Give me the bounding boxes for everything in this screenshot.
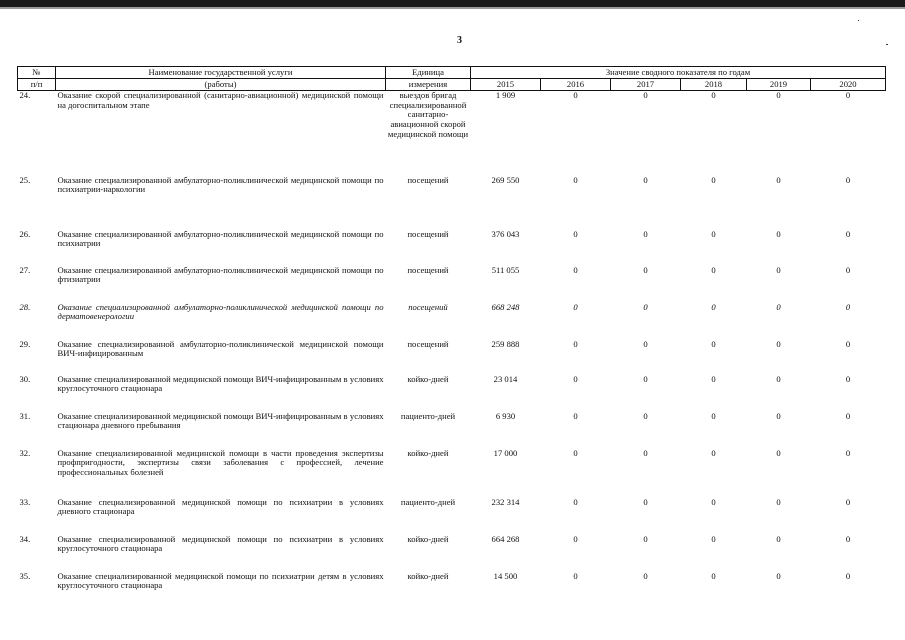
value-2020: 0: [845, 533, 851, 544]
value-2016: 0: [573, 410, 578, 421]
value-2015: 259 888: [491, 338, 520, 349]
scan-top-shadow: [0, 7, 905, 9]
header-unit-bottom: измерения: [386, 79, 471, 91]
header-unit-top: Единица: [386, 67, 471, 79]
row-number: 29.: [19, 338, 31, 349]
table-row: [18, 572, 886, 600]
value-2017: 0: [643, 90, 648, 100]
table-row: [18, 303, 886, 340]
value-2017: 0: [643, 338, 648, 349]
value-2018: 0: [711, 410, 716, 421]
value-2018: 0: [711, 570, 716, 581]
row-number: 34.: [19, 533, 31, 544]
header-year-group: Значение сводного показателя по годам: [471, 67, 886, 79]
value-2017: 0: [643, 410, 648, 421]
table-row: [18, 412, 886, 449]
value-2016: 0: [573, 228, 578, 239]
value-2016: 0: [573, 496, 578, 507]
value-2015: 23 014: [493, 373, 518, 384]
value-2015: 511 055: [491, 264, 520, 275]
value-2016: 0: [573, 338, 578, 349]
service-name: Оказание специализированной медицинской помощи ВИЧ-инфицированным в условиях стационара дневного пребывания: [57, 410, 384, 431]
row-number: 26.: [19, 228, 31, 239]
value-2015: 664 268: [491, 533, 520, 544]
row-number: 31.: [19, 410, 31, 421]
value-2020: 0: [845, 373, 851, 384]
table-row: [18, 449, 886, 498]
value-2015: 668 248: [491, 301, 520, 312]
value-2015: 1 909: [495, 90, 516, 100]
value-2017: 0: [643, 264, 648, 275]
unit-of-measure: выездов бригад специализированной санитарно-авиационной скорой медицинской помощи: [387, 90, 469, 139]
header-row-top: [18, 67, 886, 79]
unit-of-measure: посещений: [407, 228, 449, 239]
unit-of-measure: койко-дней: [407, 447, 449, 458]
value-2018: 0: [711, 447, 716, 458]
table-row: [18, 375, 886, 412]
service-name: Оказание специализированной амбулаторно-поликлинической медицинской помощи по психиатрии-наркологии: [57, 174, 384, 195]
value-2016: 0: [573, 264, 578, 275]
value-2015: 232 314: [491, 496, 520, 507]
value-2019: 0: [776, 90, 781, 100]
service-name: Оказание специализированной амбулаторно-поликлинической медицинской помощи ВИЧ-инфицированным: [57, 338, 384, 359]
header-row-bottom: [18, 79, 886, 91]
page-number: 3: [457, 35, 462, 46]
value-2019: 0: [776, 447, 781, 458]
value-2015: 269 550: [491, 174, 520, 185]
row-number: 35.: [19, 570, 31, 581]
value-2019: 0: [776, 533, 781, 544]
service-name: Оказание специализированной медицинской помощи в части проведения экспертизы профпригодности, экспертизы связи заболевания с профессией, лечение профессиональных болезней: [57, 447, 384, 477]
value-2018: 0: [711, 174, 716, 185]
value-2020: 0: [845, 496, 851, 507]
value-2017: 0: [643, 174, 648, 185]
value-2020: 0: [845, 338, 851, 349]
service-name: Оказание специализированной амбулаторно-поликлинической медицинской помощи по психиатрии: [57, 228, 384, 249]
value-2015: 376 043: [491, 228, 520, 239]
value-2017: 0: [643, 570, 648, 581]
value-2016: 0: [573, 447, 578, 458]
value-2020: 0: [845, 301, 851, 312]
table-row: [18, 91, 886, 176]
header-num-top: №: [18, 67, 56, 79]
value-2020: 0: [845, 447, 851, 458]
value-2017: 0: [643, 301, 648, 312]
value-2016: 0: [573, 570, 578, 581]
row-number: 25.: [19, 174, 31, 185]
unit-of-measure: посещений: [407, 264, 449, 275]
value-2018: 0: [711, 496, 716, 507]
value-2020: 0: [845, 174, 851, 185]
header-year: 2017: [611, 79, 681, 91]
value-2018: 0: [711, 264, 716, 275]
header-year: 2020: [811, 79, 886, 91]
table-body: [18, 91, 886, 600]
value-2016: 0: [573, 174, 578, 185]
value-2019: 0: [776, 410, 781, 421]
value-2019: 0: [776, 373, 781, 384]
header-num-bottom: п/п: [18, 79, 56, 91]
table-row: [18, 535, 886, 572]
value-2017: 0: [643, 447, 648, 458]
value-2017: 0: [643, 533, 648, 544]
table-row: [18, 230, 886, 266]
header-name-bottom: (работы): [56, 79, 386, 91]
row-number: 30.: [19, 373, 31, 384]
value-2016: 0: [573, 90, 578, 100]
scan-speck: [858, 20, 859, 21]
service-name: Оказание специализированной медицинской помощи по психиатрии в условиях дневного стационара: [57, 496, 384, 517]
value-2015: 17 000: [493, 447, 518, 458]
unit-of-measure: койко-дней: [407, 533, 449, 544]
row-number: 24.: [19, 90, 31, 100]
value-2018: 0: [711, 338, 716, 349]
service-name: Оказание специализированной медицинской помощи ВИЧ-инфицированным в условиях круглосуточного стационара: [57, 373, 384, 394]
value-2019: 0: [776, 338, 781, 349]
table-row: [18, 340, 886, 375]
value-2015: 6 930: [495, 410, 516, 421]
value-2017: 0: [643, 496, 648, 507]
value-2020: 0: [845, 570, 851, 581]
service-name: Оказание скорой специализированной (санитарно-авиационной) медицинской помощи на догоспитальном этапе: [57, 90, 384, 110]
table-row: [18, 176, 886, 230]
value-2016: 0: [573, 301, 578, 312]
value-2019: 0: [776, 496, 781, 507]
value-2020: 0: [845, 264, 851, 275]
unit-of-measure: пациенто-дней: [400, 496, 456, 507]
value-2017: 0: [643, 228, 648, 239]
service-name: Оказание специализированной амбулаторно-поликлинической медицинской помощи по фтизиатрии: [57, 264, 384, 285]
value-2018: 0: [711, 301, 716, 312]
header-year: 2015: [471, 79, 541, 91]
unit-of-measure: койко-дней: [407, 570, 449, 581]
unit-of-measure: посещений: [407, 338, 449, 349]
row-number: 27.: [19, 264, 31, 275]
value-2015: 14 500: [493, 570, 518, 581]
scan-speck: [886, 44, 888, 45]
row-number: 28.: [19, 301, 31, 312]
value-2016: 0: [573, 373, 578, 384]
unit-of-measure: посещений: [408, 301, 448, 312]
value-2019: 0: [776, 228, 781, 239]
header-year: 2016: [541, 79, 611, 91]
services-table: [17, 66, 886, 600]
header-year: 2018: [681, 79, 747, 91]
service-name: Оказание специализированной медицинской помощи по психиатрии в условиях круглосуточного стационара: [57, 533, 384, 554]
value-2019: 0: [776, 264, 781, 275]
service-name: Оказание специализированной медицинской помощи по психиатрии детям в условиях круглосуточного стационара: [57, 570, 384, 591]
value-2016: 0: [573, 533, 578, 544]
service-name: Оказание специализированной амбулаторно-поликлинической медицинской помощи по дерматовенерологии: [57, 301, 384, 322]
value-2017: 0: [643, 373, 648, 384]
table-row: [18, 498, 886, 535]
table-row: [18, 266, 886, 303]
row-number: 32.: [19, 447, 31, 458]
row-number: 33.: [19, 496, 31, 507]
value-2019: 0: [776, 174, 781, 185]
header-year: 2019: [747, 79, 811, 91]
unit-of-measure: посещений: [407, 174, 449, 185]
value-2018: 0: [711, 90, 716, 100]
header-name-top: Наименование государственной услуги: [56, 67, 386, 79]
value-2018: 0: [711, 228, 716, 239]
value-2018: 0: [711, 373, 716, 384]
value-2020: 0: [845, 410, 851, 421]
value-2020: 0: [845, 228, 851, 239]
value-2019: 0: [776, 301, 781, 312]
value-2018: 0: [711, 533, 716, 544]
unit-of-measure: пациенто-дней: [400, 410, 456, 421]
scan-top-edge: [0, 0, 905, 7]
value-2019: 0: [776, 570, 781, 581]
value-2020: 0: [845, 90, 851, 100]
unit-of-measure: койко-дней: [407, 373, 449, 384]
